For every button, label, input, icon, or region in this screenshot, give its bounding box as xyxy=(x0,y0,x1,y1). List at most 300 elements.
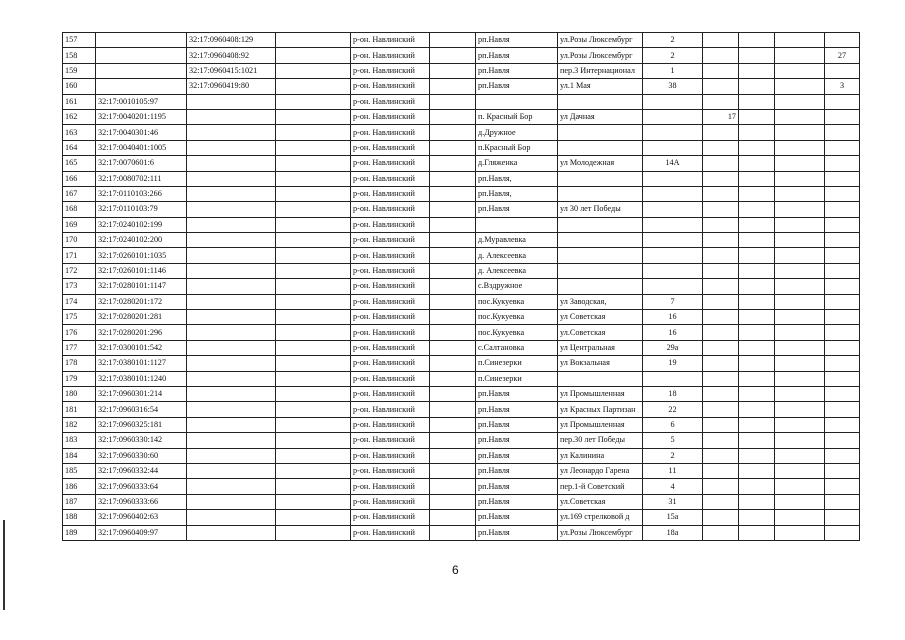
extra-number xyxy=(825,494,860,509)
empty-cell xyxy=(276,340,351,355)
district: р-он. Навлинский xyxy=(351,48,430,63)
cadastral-number-building: 32:17:0080702:111 xyxy=(96,171,187,186)
empty-cell xyxy=(430,402,476,417)
table-row xyxy=(63,294,860,309)
row-number: 189 xyxy=(63,525,96,540)
apartment-number xyxy=(703,356,739,371)
empty-cell xyxy=(775,171,825,186)
street xyxy=(558,171,643,186)
empty-cell xyxy=(739,248,775,263)
empty-cell xyxy=(775,371,825,386)
cadastral-number-building: 32:17:0960316:54 xyxy=(96,402,187,417)
cadastral-number-premises xyxy=(187,340,276,355)
empty-cell xyxy=(739,433,775,448)
extra-number xyxy=(825,248,860,263)
cadastral-number-building: 32:17:0040201:1195 xyxy=(96,109,187,124)
row-number: 160 xyxy=(63,79,96,94)
empty-cell xyxy=(276,94,351,109)
cadastral-number-premises xyxy=(187,386,276,401)
apartment-number xyxy=(703,279,739,294)
extra-number xyxy=(825,310,860,325)
empty-cell xyxy=(276,48,351,63)
extra-number xyxy=(825,156,860,171)
row-number: 171 xyxy=(63,248,96,263)
district: р-он. Навлинский xyxy=(351,217,430,232)
street: пер.1-й Советский xyxy=(558,479,643,494)
extra-number xyxy=(825,325,860,340)
extra-number xyxy=(825,356,860,371)
street: ул.1 Мая xyxy=(558,79,643,94)
district: р-он. Навлинский xyxy=(351,248,430,263)
district: р-он. Навлинский xyxy=(351,494,430,509)
cadastral-number-premises xyxy=(187,310,276,325)
row-number: 179 xyxy=(63,371,96,386)
empty-cell xyxy=(775,186,825,201)
table-row xyxy=(63,140,860,155)
district: р-он. Навлинский xyxy=(351,33,430,48)
settlement xyxy=(476,94,558,109)
cadastral-number-building: 32:17:0260101:1035 xyxy=(96,248,187,263)
row-number: 159 xyxy=(63,63,96,78)
row-number: 186 xyxy=(63,479,96,494)
empty-cell xyxy=(739,294,775,309)
apartment-number xyxy=(703,310,739,325)
table-row xyxy=(63,48,860,63)
street: ул Леонардо Гарена xyxy=(558,463,643,478)
empty-cell xyxy=(430,233,476,248)
extra-number: 27 xyxy=(825,48,860,63)
empty-cell xyxy=(739,263,775,278)
street xyxy=(558,233,643,248)
empty-cell xyxy=(775,525,825,540)
empty-cell xyxy=(775,340,825,355)
empty-cell xyxy=(430,417,476,432)
house-number: 18а xyxy=(643,525,703,540)
district: р-он. Навлинский xyxy=(351,325,430,340)
apartment-number xyxy=(703,463,739,478)
cadastral-number-building xyxy=(96,48,187,63)
settlement: рп.Навля xyxy=(476,448,558,463)
empty-cell xyxy=(775,463,825,478)
empty-cell xyxy=(276,186,351,201)
empty-cell xyxy=(430,125,476,140)
row-number: 180 xyxy=(63,386,96,401)
extra-number xyxy=(825,479,860,494)
district: р-он. Навлинский xyxy=(351,125,430,140)
empty-cell xyxy=(739,79,775,94)
house-number: 18 xyxy=(643,386,703,401)
house-number xyxy=(643,94,703,109)
street: ул.Советская xyxy=(558,494,643,509)
empty-cell xyxy=(276,433,351,448)
empty-cell xyxy=(276,279,351,294)
street: ул Советская xyxy=(558,310,643,325)
extra-number xyxy=(825,186,860,201)
house-number: 2 xyxy=(643,33,703,48)
settlement: рп.Навля, xyxy=(476,171,558,186)
empty-cell xyxy=(775,310,825,325)
empty-cell xyxy=(430,217,476,232)
house-number xyxy=(643,171,703,186)
empty-cell xyxy=(775,433,825,448)
empty-cell xyxy=(775,402,825,417)
empty-cell xyxy=(775,494,825,509)
settlement: рп.Навля xyxy=(476,525,558,540)
district: р-он. Навлинский xyxy=(351,294,430,309)
empty-cell xyxy=(430,79,476,94)
row-number: 169 xyxy=(63,217,96,232)
cadastral-number-premises xyxy=(187,248,276,263)
cadastral-number-premises xyxy=(187,402,276,417)
cadastral-number-building: 32:17:0960330:142 xyxy=(96,433,187,448)
house-number xyxy=(643,233,703,248)
empty-cell xyxy=(430,156,476,171)
cadastral-number-building: 32:17:0240102:200 xyxy=(96,233,187,248)
street: ул Вокзальная xyxy=(558,356,643,371)
settlement: п.Синезерки xyxy=(476,371,558,386)
empty-cell xyxy=(430,356,476,371)
extra-number xyxy=(825,202,860,217)
street: ул.Советская xyxy=(558,325,643,340)
extra-number xyxy=(825,171,860,186)
settlement: п.Красный Бор xyxy=(476,140,558,155)
settlement xyxy=(476,217,558,232)
empty-cell xyxy=(739,463,775,478)
row-number: 164 xyxy=(63,140,96,155)
empty-cell xyxy=(739,386,775,401)
cadastral-number-premises xyxy=(187,494,276,509)
empty-cell xyxy=(739,48,775,63)
house-number xyxy=(643,217,703,232)
row-number: 162 xyxy=(63,109,96,124)
empty-cell xyxy=(430,433,476,448)
empty-cell xyxy=(739,402,775,417)
street: пер.30 лет Победы xyxy=(558,433,643,448)
extra-number xyxy=(825,33,860,48)
empty-cell xyxy=(775,79,825,94)
empty-cell xyxy=(430,525,476,540)
row-number: 174 xyxy=(63,294,96,309)
district: р-он. Навлинский xyxy=(351,94,430,109)
street: ул.Розы Люксембург xyxy=(558,48,643,63)
cadastral-number-premises xyxy=(187,433,276,448)
empty-cell xyxy=(775,479,825,494)
cadastral-number-building: 32:17:0240102:199 xyxy=(96,217,187,232)
table-row xyxy=(63,510,860,525)
empty-cell xyxy=(430,140,476,155)
property-register-table xyxy=(62,32,860,541)
house-number xyxy=(643,140,703,155)
table-row xyxy=(63,109,860,124)
cadastral-number-premises xyxy=(187,417,276,432)
empty-cell xyxy=(739,340,775,355)
extra-number xyxy=(825,94,860,109)
table-row xyxy=(63,125,860,140)
district: р-он. Навлинский xyxy=(351,156,430,171)
district: р-он. Навлинский xyxy=(351,417,430,432)
empty-cell xyxy=(775,156,825,171)
empty-cell xyxy=(430,202,476,217)
street xyxy=(558,186,643,201)
apartment-number xyxy=(703,217,739,232)
table-row xyxy=(63,79,860,94)
empty-cell xyxy=(276,386,351,401)
district: р-он. Навлинский xyxy=(351,340,430,355)
extra-number xyxy=(825,294,860,309)
empty-cell xyxy=(775,248,825,263)
cadastral-number-premises xyxy=(187,171,276,186)
house-number xyxy=(643,125,703,140)
street: ул.169 стрелковой д xyxy=(558,510,643,525)
empty-cell xyxy=(739,63,775,78)
empty-cell xyxy=(430,186,476,201)
table-row xyxy=(63,325,860,340)
settlement: д. Алексеевка xyxy=(476,263,558,278)
empty-cell xyxy=(430,63,476,78)
empty-cell xyxy=(775,125,825,140)
cadastral-number-building: 32:17:0280201:281 xyxy=(96,310,187,325)
cadastral-number-premises xyxy=(187,125,276,140)
table-row xyxy=(63,156,860,171)
cadastral-number-premises: 32:17:0960415:1021 xyxy=(187,63,276,78)
table-row xyxy=(63,33,860,48)
cadastral-number-building: 32:17:0280201:172 xyxy=(96,294,187,309)
house-number: 11 xyxy=(643,463,703,478)
empty-cell xyxy=(276,479,351,494)
cadastral-number-building: 32:17:0960325:181 xyxy=(96,417,187,432)
settlement: рп.Навля xyxy=(476,510,558,525)
empty-cell xyxy=(276,417,351,432)
district: р-он. Навлинский xyxy=(351,402,430,417)
cadastral-number-building: 32:17:0040301:46 xyxy=(96,125,187,140)
settlement: п.Синезерки xyxy=(476,356,558,371)
cadastral-number-building: 32:17:0960301:214 xyxy=(96,386,187,401)
settlement: рп.Навля xyxy=(476,433,558,448)
empty-cell xyxy=(276,33,351,48)
cadastral-number-premises xyxy=(187,294,276,309)
settlement: рп.Навля xyxy=(476,386,558,401)
row-number: 161 xyxy=(63,94,96,109)
row-number: 176 xyxy=(63,325,96,340)
table-row xyxy=(63,463,860,478)
cadastral-number-premises xyxy=(187,448,276,463)
extra-number xyxy=(825,109,860,124)
street xyxy=(558,94,643,109)
cadastral-number-building: 32:17:0380101:1127 xyxy=(96,356,187,371)
empty-cell xyxy=(739,510,775,525)
apartment-number xyxy=(703,494,739,509)
table-row xyxy=(63,402,860,417)
settlement: рп.Навля xyxy=(476,494,558,509)
empty-cell xyxy=(276,140,351,155)
empty-cell xyxy=(775,109,825,124)
empty-cell xyxy=(276,371,351,386)
table-row xyxy=(63,417,860,432)
settlement: пос.Кукуевка xyxy=(476,325,558,340)
scan-edge-mark xyxy=(3,520,5,610)
cadastral-number-premises: 32:17:0960408:92 xyxy=(187,48,276,63)
district: р-он. Навлинский xyxy=(351,356,430,371)
house-number: 22 xyxy=(643,402,703,417)
apartment-number: 17 xyxy=(703,109,739,124)
empty-cell xyxy=(775,263,825,278)
apartment-number xyxy=(703,294,739,309)
street: ул Дачная xyxy=(558,109,643,124)
empty-cell xyxy=(276,125,351,140)
district: р-он. Навлинский xyxy=(351,202,430,217)
empty-cell xyxy=(739,356,775,371)
house-number: 15а xyxy=(643,510,703,525)
apartment-number xyxy=(703,125,739,140)
empty-cell xyxy=(430,371,476,386)
empty-cell xyxy=(775,217,825,232)
settlement: пос.Кукуевка xyxy=(476,310,558,325)
cadastral-number-building xyxy=(96,63,187,78)
house-number: 4 xyxy=(643,479,703,494)
row-number: 185 xyxy=(63,463,96,478)
street xyxy=(558,279,643,294)
settlement: рп.Навля xyxy=(476,33,558,48)
street xyxy=(558,248,643,263)
apartment-number xyxy=(703,325,739,340)
apartment-number xyxy=(703,433,739,448)
district: р-он. Навлинский xyxy=(351,279,430,294)
street xyxy=(558,371,643,386)
table-row xyxy=(63,386,860,401)
street xyxy=(558,263,643,278)
empty-cell xyxy=(739,233,775,248)
district: р-он. Навлинский xyxy=(351,263,430,278)
apartment-number xyxy=(703,340,739,355)
apartment-number xyxy=(703,233,739,248)
empty-cell xyxy=(775,386,825,401)
settlement: рп.Навля xyxy=(476,79,558,94)
empty-cell xyxy=(775,202,825,217)
table-row xyxy=(63,63,860,78)
house-number: 2 xyxy=(643,448,703,463)
cadastral-number-premises: 32:17:0960408:129 xyxy=(187,33,276,48)
house-number: 16 xyxy=(643,325,703,340)
apartment-number xyxy=(703,510,739,525)
apartment-number xyxy=(703,525,739,540)
empty-cell xyxy=(739,371,775,386)
apartment-number xyxy=(703,479,739,494)
settlement: рп.Навля, xyxy=(476,186,558,201)
district: р-он. Навлинский xyxy=(351,171,430,186)
empty-cell xyxy=(430,279,476,294)
house-number xyxy=(643,186,703,201)
empty-cell xyxy=(739,479,775,494)
cadastral-number-building: 32:17:0960332:44 xyxy=(96,463,187,478)
empty-cell xyxy=(276,171,351,186)
house-number: 6 xyxy=(643,417,703,432)
apartment-number xyxy=(703,402,739,417)
district: р-он. Навлинский xyxy=(351,186,430,201)
settlement: д.Муравлевка xyxy=(476,233,558,248)
register-table-body xyxy=(63,33,860,541)
district: р-он. Навлинский xyxy=(351,463,430,478)
empty-cell xyxy=(430,340,476,355)
scan-noise xyxy=(230,612,730,614)
empty-cell xyxy=(775,48,825,63)
apartment-number xyxy=(703,371,739,386)
table-row xyxy=(63,217,860,232)
empty-cell xyxy=(739,325,775,340)
empty-cell xyxy=(276,63,351,78)
apartment-number xyxy=(703,386,739,401)
cadastral-number-building: 32:17:0110103:79 xyxy=(96,202,187,217)
row-number: 187 xyxy=(63,494,96,509)
house-number xyxy=(643,279,703,294)
cadastral-number-building: 32:17:0960333:64 xyxy=(96,479,187,494)
table-row xyxy=(63,233,860,248)
empty-cell xyxy=(276,525,351,540)
empty-cell xyxy=(775,233,825,248)
cadastral-number-building: 32:17:0960330:60 xyxy=(96,448,187,463)
cadastral-number-building: 32:17:0380101:1240 xyxy=(96,371,187,386)
district: р-он. Навлинский xyxy=(351,386,430,401)
extra-number xyxy=(825,371,860,386)
street: ул 30 лет Победы xyxy=(558,202,643,217)
cadastral-number-building: 32:17:0960333:66 xyxy=(96,494,187,509)
house-number xyxy=(643,109,703,124)
cadastral-number-premises: 32:17:0960419:80 xyxy=(187,79,276,94)
row-number: 182 xyxy=(63,417,96,432)
table-row xyxy=(63,279,860,294)
street: пер.3 Интернационал xyxy=(558,63,643,78)
cadastral-number-premises xyxy=(187,140,276,155)
extra-number xyxy=(825,63,860,78)
apartment-number xyxy=(703,202,739,217)
apartment-number xyxy=(703,63,739,78)
settlement: д. Алексеевка xyxy=(476,248,558,263)
house-number: 29а xyxy=(643,340,703,355)
settlement: д.Гляженка xyxy=(476,156,558,171)
house-number: 19 xyxy=(643,356,703,371)
extra-number xyxy=(825,340,860,355)
cadastral-number-building: 32:17:0960402:63 xyxy=(96,510,187,525)
row-number: 183 xyxy=(63,433,96,448)
empty-cell xyxy=(430,479,476,494)
empty-cell xyxy=(775,140,825,155)
cadastral-number-building: 32:17:0280101:1147 xyxy=(96,279,187,294)
apartment-number xyxy=(703,33,739,48)
cadastral-number-building xyxy=(96,79,187,94)
extra-number xyxy=(825,125,860,140)
apartment-number xyxy=(703,94,739,109)
empty-cell xyxy=(276,79,351,94)
table-row xyxy=(63,494,860,509)
empty-cell xyxy=(430,109,476,124)
empty-cell xyxy=(276,325,351,340)
empty-cell xyxy=(739,279,775,294)
empty-cell xyxy=(276,109,351,124)
extra-number xyxy=(825,448,860,463)
table-row xyxy=(63,448,860,463)
extra-number xyxy=(825,279,860,294)
cadastral-number-premises xyxy=(187,156,276,171)
cadastral-number-building: 32:17:0300101:542 xyxy=(96,340,187,355)
empty-cell xyxy=(739,186,775,201)
empty-cell xyxy=(276,463,351,478)
house-number: 2 xyxy=(643,48,703,63)
row-number: 181 xyxy=(63,402,96,417)
district: р-он. Навлинский xyxy=(351,63,430,78)
settlement: рп.Навля xyxy=(476,417,558,432)
empty-cell xyxy=(775,94,825,109)
empty-cell xyxy=(430,494,476,509)
empty-cell xyxy=(775,356,825,371)
